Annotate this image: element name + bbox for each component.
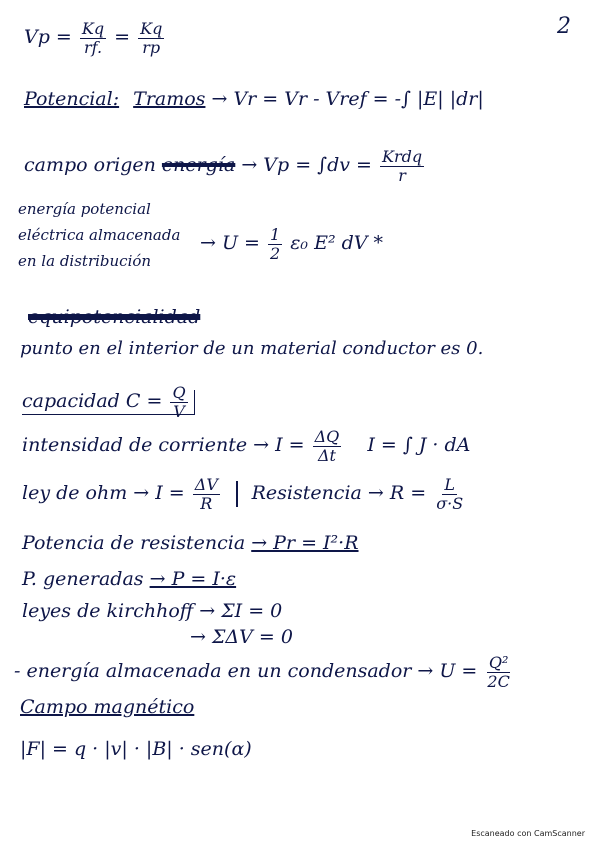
- intensidad-line: intensidad de corriente → I = $\frac{\Delta Q}{\Delta t}$ I = ∫ J · dA: [22, 427, 471, 465]
- kirchhoff-voltage-law: → ΣΔV = 0: [190, 626, 293, 648]
- scribbled-word: equipotencialidad: [28, 306, 201, 328]
- potencial-heading: Potencial:: [24, 88, 120, 110]
- integral-j-da: I = ∫ J · dA: [367, 434, 471, 457]
- capacidad-box: [22, 383, 195, 421]
- separator-bar: [236, 481, 238, 507]
- tramos-line: [24, 88, 484, 110]
- tramos-label: Tramos: [133, 88, 206, 110]
- fraction-q-v: $\frac{Q}{V}$: [172, 383, 186, 421]
- energia-label-c: en la distribución: [18, 252, 152, 270]
- conductor-line: punto en el interior de un material conductor es 0.: [20, 338, 484, 359]
- fraction-dq-dt: $\frac{\Delta Q}{\Delta t}$: [314, 427, 340, 465]
- vp-label: Vp =: [24, 26, 72, 49]
- fraction-krdq-r: $\frac{\text{Krdq}}{r}$: [381, 147, 423, 185]
- capacidad-label: capacidad: [22, 390, 120, 413]
- energia-label-a: energía potencial: [18, 200, 151, 218]
- intensidad-label: intensidad de corriente: [22, 434, 248, 457]
- energia-formula: → U = $\frac{1}{2}$ ε₀ E² dV *: [200, 225, 384, 263]
- potencia-resistencia-formula: → Pr = I²·R: [251, 532, 359, 554]
- fraction-kq-rf: $\frac{Kq}{rf.}$: [81, 19, 105, 57]
- fraction-one-half: $\frac{1}{2}$: [269, 225, 281, 263]
- tramos-formula: → Vr = Vr - Vref = -∫ |E| |dr|: [211, 88, 484, 110]
- kirchhoff-current-law: → ΣI = 0: [199, 600, 283, 622]
- page-corner-mark: 2: [557, 14, 571, 39]
- kirchhoff-label: leyes de kirchhoff: [22, 600, 194, 622]
- kirchhoff-line: [22, 600, 282, 622]
- campo-origen-label: campo origen: [24, 154, 156, 177]
- campo-magnetico-heading: Campo magnético: [20, 696, 195, 718]
- ohm-label: ley de ohm: [22, 482, 128, 505]
- potencia-resistencia-line: [22, 532, 359, 554]
- condensador-label: - energía almacenada en un condensador: [14, 660, 412, 683]
- potencia-resistencia-label: Potencia de resistencia: [22, 532, 246, 554]
- energia-label-b: eléctrica almacenada: [18, 226, 181, 244]
- p-generadas-line: [22, 568, 236, 590]
- resistencia-label: Resistencia: [251, 482, 362, 505]
- capacidad-c: C =: [125, 390, 163, 413]
- p-generadas-formula: → P = I·ε: [149, 568, 237, 590]
- fraction-q2-2c: $\frac{\text{Q²}}{2C}$: [487, 653, 510, 691]
- fraction-dv-r: $\frac{\Delta V}{R}$: [194, 475, 218, 513]
- campo-origen-line: [24, 148, 426, 184]
- fraction-kq-rp: $\frac{Kq}{rp}$: [140, 19, 163, 57]
- ohm-line: ley de ohm → I = $\frac{\Delta V}{R}$ Resistencia → R = $\frac{L}{\sigma\cdot S}$: [22, 475, 464, 513]
- lorentz-force-line: |F| = q · |v| · |B| · sen(α): [20, 738, 252, 760]
- camscanner-watermark: Escaneado con CamScanner: [471, 829, 585, 838]
- struck-word: energía: [161, 154, 236, 177]
- potential-formula-line: Vp = $\frac{Kq}{rf.}$ = $\frac{Kq}{rp}$: [24, 19, 163, 57]
- campo-origen-formula: → Vp = ∫dv =: [241, 154, 378, 177]
- p-generadas-label: P. generadas: [22, 568, 144, 590]
- capacidad-line: [22, 384, 195, 420]
- condensador-line: - energía almacenada en un condensador → U = $\frac{\text{Q²}}{2C}$: [14, 653, 510, 691]
- fraction-l-sigma-s: $\frac{L}{\sigma\cdot S}$: [436, 475, 464, 513]
